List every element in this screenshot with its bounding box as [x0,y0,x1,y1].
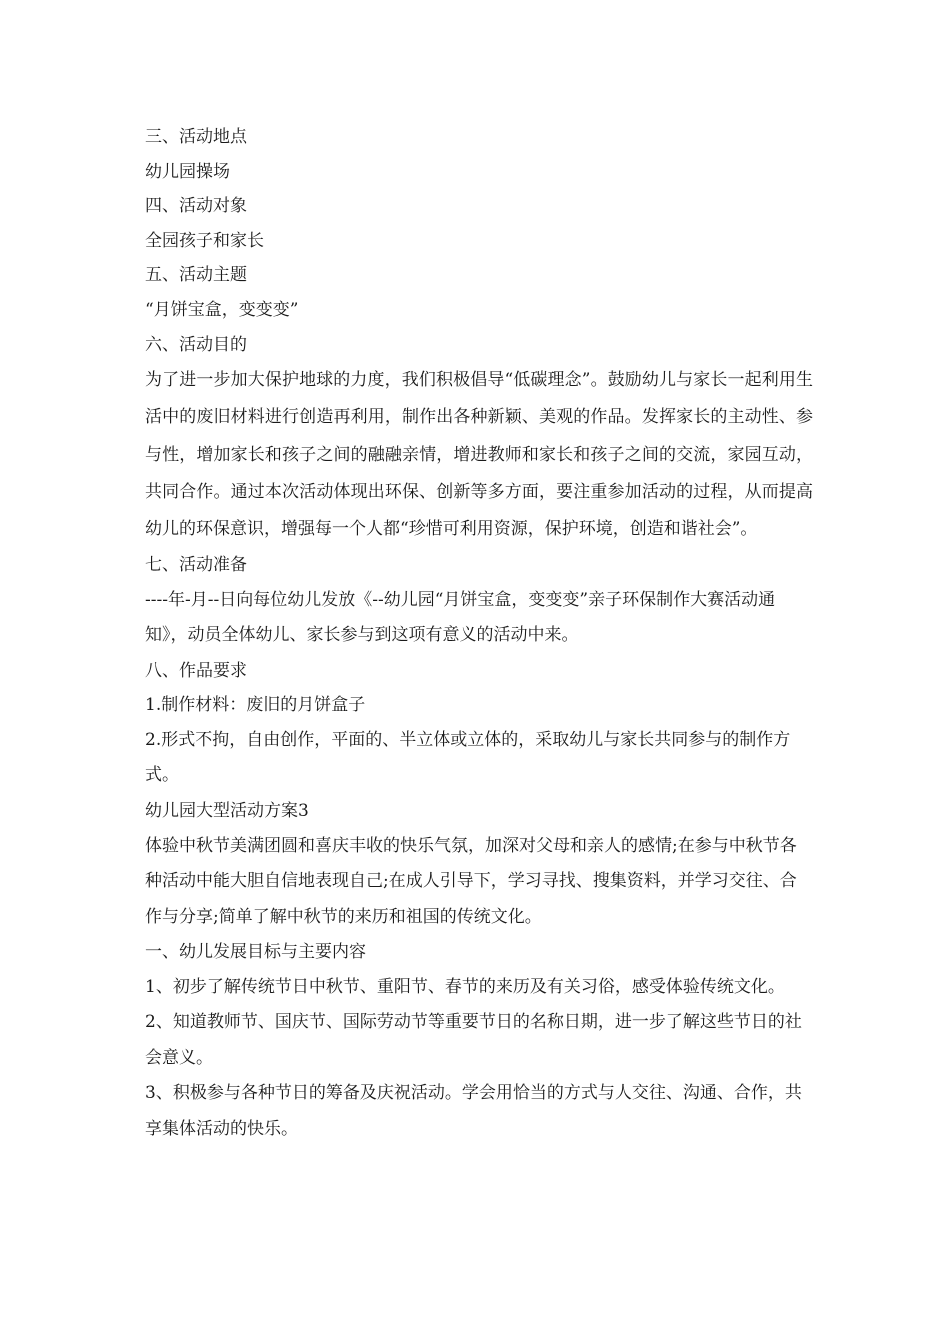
audience-text: 全园孩子和家长 [145,230,264,251]
goal-item-1: 1、初步了解传统节日中秋节、重阳节、春节的来历及有关习俗，感受体验传统文化。 [145,976,785,997]
plan-3-intro: 体验中秋节美满团圆和喜庆丰收的快乐气氛，加深对父母和亲人的感情;在参与中秋节各种活动中能大胆自信地表现自己;在成人引导下，学习寻找、搜集资料，并学习交往、合作与分享;简单了解中秋节的来历和祖国的传统文化。 [145,835,797,927]
section-heading-audience: 四、活动对象 [145,196,247,217]
document-body [145,120,813,1147]
purpose-paragraph: 为了进一步加大保护地球的力度，我们积极倡导“低碳理念”。鼓励幼儿与家长一起利用生活中的废旧材料进行创造再利用，制作出各种新颖、美观的作品。发挥家长的主动性、参与性，增加家长和孩子之间的融融亲情，增进教师和家长和孩子之间的交流，家园互动，共同合作。通过本次活动体现出环保、创新等多方面，要注重参加活动的过程，从而提高幼儿的环保意识，增强每一个人都“珍惜可利用资源，保护环境，创造和谐社会”。 [145,370,813,539]
goal-item-3: 3、积极参与各种节日的筹备及庆祝活动。学会用恰当的方式与人交往、沟通、合作，共享集体活动的快乐。 [145,1083,802,1139]
location-text: 幼儿园操场 [145,161,230,182]
section-heading-theme: 五、活动主题 [145,265,247,286]
section-heading-goals: 一、幼儿发展目标与主要内容 [145,942,366,963]
plan-3-title: 幼儿园大型活动方案3 [145,800,309,821]
section-heading-location: 三、活动地点 [145,127,247,147]
requirement-item-2: 2.形式不拘，自由创作，平面的、半立体或立体的，采取幼儿与家长共同参与的制作方式。 [145,729,791,786]
requirement-item-1: 1.制作材料：废旧的月饼盒子 [145,695,366,716]
section-heading-preparation: 七、活动准备 [145,555,247,576]
theme-text: “月饼宝盒，变变变” [145,299,299,320]
section-heading-requirements: 八、作品要求 [145,660,247,681]
preparation-paragraph: ----年-月--日向每位幼儿发放《--幼儿园“月饼宝盒，变变变”亲子环保制作大赛活动通知》，动员全体幼儿、家长参与到这项有意义的活动中来。 [145,589,776,646]
goal-item-2: 2、知道教师节、国庆节、国际劳动节等重要节日的名称日期，进一步了解这些节日的社会意义。 [145,1012,802,1068]
section-heading-purpose: 六、活动目的 [145,334,247,355]
